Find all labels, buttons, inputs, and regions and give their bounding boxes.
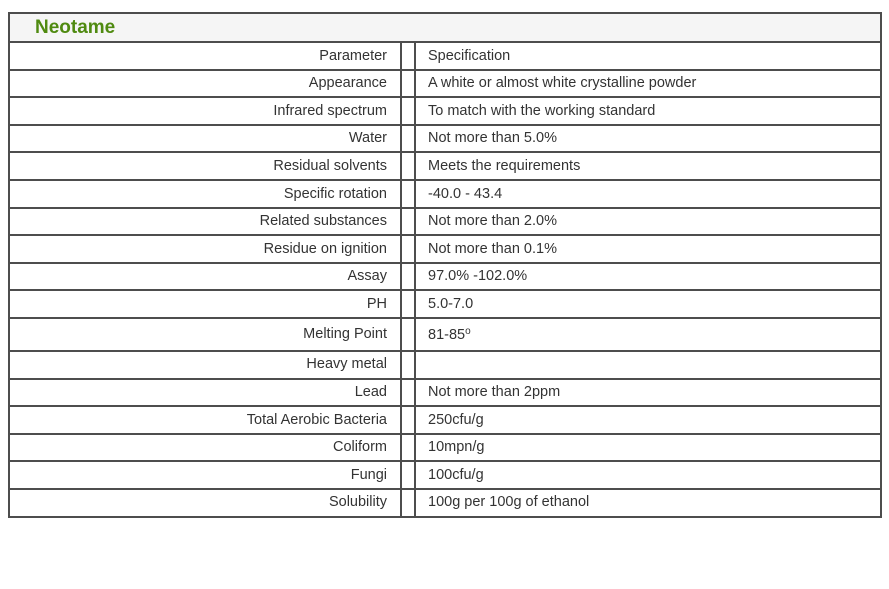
header-specification: Specification xyxy=(415,42,881,70)
column-divider xyxy=(401,434,415,462)
specification-cell: 250cfu/g xyxy=(415,406,881,434)
parameter-cell: Lead xyxy=(9,379,401,407)
specification-cell: 100cfu/g xyxy=(415,461,881,489)
table-row xyxy=(9,434,881,462)
column-divider xyxy=(401,318,415,351)
column-divider xyxy=(401,125,415,153)
table-row xyxy=(9,208,881,236)
parameter-cell: PH xyxy=(9,290,401,318)
column-divider xyxy=(401,263,415,291)
column-divider xyxy=(401,351,415,379)
column-divider xyxy=(401,70,415,98)
column-divider xyxy=(401,290,415,318)
table-row xyxy=(9,351,881,379)
parameter-cell: Assay xyxy=(9,263,401,291)
table-row xyxy=(9,379,881,407)
parameter-cell: Solubility xyxy=(9,489,401,517)
column-divider xyxy=(401,235,415,263)
table-row xyxy=(9,489,881,517)
column-divider xyxy=(401,180,415,208)
parameter-cell: Heavy metal xyxy=(9,351,401,379)
column-divider xyxy=(401,461,415,489)
parameter-cell: Total Aerobic Bacteria xyxy=(9,406,401,434)
specification-cell: 100g per 100g of ethanol xyxy=(415,489,881,517)
specification-cell xyxy=(415,351,881,379)
specification-cell: Not more than 2ppm xyxy=(415,379,881,407)
column-divider xyxy=(401,489,415,517)
specification-cell: A white or almost white crystalline powder xyxy=(415,70,881,98)
table-row xyxy=(9,461,881,489)
parameter-cell: Residue on ignition xyxy=(9,235,401,263)
table-row xyxy=(9,318,881,351)
specification-value: 81-85 xyxy=(428,326,466,343)
parameter-cell: Residual solvents xyxy=(9,152,401,180)
column-divider xyxy=(401,42,415,70)
table-row xyxy=(9,235,881,263)
specification-cell: Meets the requirements xyxy=(415,152,881,180)
parameter-cell: Specific rotation xyxy=(9,180,401,208)
parameter-cell: Infrared spectrum xyxy=(9,97,401,125)
table-row xyxy=(9,406,881,434)
column-divider xyxy=(401,152,415,180)
table-row xyxy=(9,180,881,208)
parameter-cell: Melting Point xyxy=(9,318,401,351)
specification-cell: -40.0 - 43.4 xyxy=(415,180,881,208)
parameter-cell: Appearance xyxy=(9,70,401,98)
table-title: Neotame xyxy=(35,16,116,38)
parameter-cell: Fungi xyxy=(9,461,401,489)
spec-table xyxy=(8,41,882,518)
specification-cell: To match with the working standard xyxy=(415,97,881,125)
table-row xyxy=(9,125,881,153)
spec-table-container xyxy=(8,12,882,518)
specification-cell: 10mpn/g xyxy=(415,434,881,462)
table-row xyxy=(9,152,881,180)
parameter-cell: Water xyxy=(9,125,401,153)
column-divider xyxy=(401,406,415,434)
specification-cell: 97.0% -102.0% xyxy=(415,263,881,291)
degree-superscript: o xyxy=(465,325,471,337)
column-divider xyxy=(401,97,415,125)
table-row xyxy=(9,70,881,98)
table-row xyxy=(9,290,881,318)
specification-cell: 5.0-7.0 xyxy=(415,290,881,318)
title-bar xyxy=(8,12,882,41)
header-parameter: Parameter xyxy=(9,42,401,70)
specification-cell: Not more than 5.0% xyxy=(415,125,881,153)
table-header-row xyxy=(9,42,881,70)
parameter-cell: Coliform xyxy=(9,434,401,462)
column-divider xyxy=(401,208,415,236)
specification-cell xyxy=(415,318,881,351)
parameter-cell: Related substances xyxy=(9,208,401,236)
table-row xyxy=(9,263,881,291)
specification-cell: Not more than 2.0% xyxy=(415,208,881,236)
column-divider xyxy=(401,379,415,407)
specification-cell: Not more than 0.1% xyxy=(415,235,881,263)
table-row xyxy=(9,97,881,125)
